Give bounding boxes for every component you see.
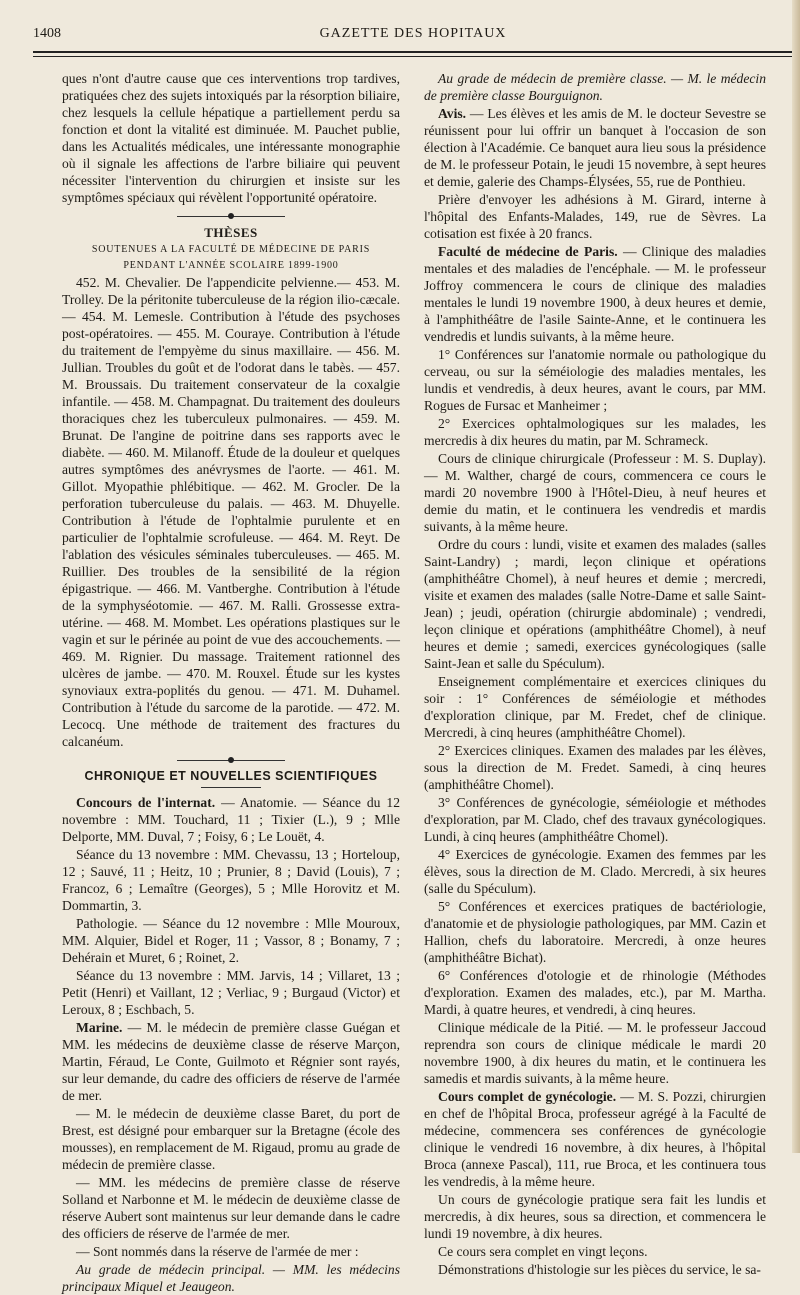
marine-heading: Marine. xyxy=(76,1020,123,1035)
avis-text: — Les élèves et les amis de M. le docteur Sevestre se réunissent pour lui offrir un banquet à l'occasion de son élection à l'Académie. Ce banquet aura lieu sous la présidence de M. le professeur Potain, le jeudi 15 novembre, à sept heures et demie, galerie des Champs-Élysées, 55, rue de Ponthieu. xyxy=(424,106,767,189)
page-edge xyxy=(792,0,800,1153)
marine-paragraph-5: Au grade de médecin principal. — MM. les médecins principaux Miquel et Jeaugeon. xyxy=(62,1262,400,1294)
theses-list: 452. M. Chevalier. De l'appendicite pelvienne.— 453. M. Trolley. De la péritonite tuberculeuse de la région ilio-cæcale. — 454. M. Lemesle. Contribution à l'étude des psychoses post-opératoires. — 455. M. Couraye. Contribution à l'étude du traitement de l'empyème du sinus maxillaire. — 456. M. Jullian. Troubles du goût et de l'odorat dans le tabès. — 457. M. Broussais. Du traitement conservateur de la coxalgie infantile. — 458. M. Champagnat. Du traitement des douleurs thoraciques chez les tuberculeux pulmonaires. — 459. M. Brunat. De l'angine de poitrine dans ses rapports avec le diabète. — 460. M. Milanoff. Étude de la douleur et quelques autres symptômes des anévrysmes de l'aorte. — 461. M. Gillot. Myopathie phlébitique. — 462. M. Grocler. De la perforation tuberculeuse du palais. — 463. M. Dhuyelle. Contribution à l'étude de l'ophtalmie purulente et en particulier de l'ophtalmie scrofuleuse. — 464. M. Reyt. De l'ablation des vésicules séminales tuberculeuses. — 465. M. Ruillier. Des troubles de la sensibilité de la région épigastrique. — 466. M. Vantberghe. Contribution à l'étude de la symphyséotomie. — 467. M. Ralli. Grossesse extra-utérine. — 468. M. Mombet. Les opérations plastiques sur le vagin et sur le périnée au point de vue des accouchements. — 469. M. Rignier. Du massage. Traitement rationnel des ulcères de jambe. — 470. M. Rouxel. Étude sur les kystes synoviaux extra-poplités du genou. — 471. M. Duhamel. Contribution à l'étude du sarcome de la parotide. — 472. M. Lecocq. Une méthode de traitement des fractures du calcanéum. xyxy=(62,275,400,749)
faculte-heading: Faculté de médecine de Paris. xyxy=(438,244,618,259)
ordre-du-cours: Ordre du cours : lundi, visite et examen des malades (salles Saint-Landry) ; mardi, leçon clinique et opérations (amphithéâtre Chomel), à neuf heures et demie ; mercredi, visite et examen des malades (salle Notre-Dame et salle Saint-Jean) ; jeudi, opération (chirurgie abdominale) ; vendredi, leçon clinique et opérations (amphithéâtre Chomel), à neuf heures et demie ; samedi, exercices gynécologiques (salle Saint-Jean et salle du Spéculum). xyxy=(424,537,766,671)
theses-title: THÈSES xyxy=(204,225,258,240)
publication-title: GAZETTE DES HOPITAUX xyxy=(319,26,507,41)
short-rule xyxy=(201,787,261,788)
seance-13-nov-b: Séance du 13 novembre : MM. Jarvis, 14 ; Villaret, 13 ; Petit (Henri) et Vaillant, 12 ; Verliac, 9 ; Burgaud (Victor) et Leroux, 8 ; Eschbach, 5. xyxy=(62,968,400,1017)
marine-paragraph-2: — M. le médecin de deuxième classe Baret, du port de Brest, est désigné pour embarquer sur la Bretagne (école des mousses), en remplacement de M. Rigaud, promu au grade de médecin de première classe. xyxy=(62,1106,400,1172)
seance-13-nov: Séance du 13 novembre : MM. Chevassu, 13 ; Horteloup, 12 ; Sauvé, 11 ; Heitz, 10 ; Prunier, 8 ; David (Louis), 7 ; Francoz, 6 ; Lemaître (Georges), 5 ; Mlle Horovitz et M. Dommartin, 3. xyxy=(62,847,400,913)
separator-ornament xyxy=(62,756,400,764)
enseignement-paragraph: Enseignement complémentaire et exercices cliniques du soir : 1° Conférences de séméiologie et méthodes d'exploration clinique, par M. Fredet, chef de clinique. Mercredi, à cinq heures (amphithéâtre Chomel). xyxy=(424,674,766,740)
conference-1: 1° Conférences sur l'anatomie normale ou pathologique du cerveau, ou sur la séméiologie des maladies mentales, les lundis et vendredis, à deux heures, avant le cours, par MM. Rogues de Fursac et Manheimer ; xyxy=(424,347,766,413)
avis-paragraph-2: Prière d'envoyer les adhésions à M. Girard, interne à l'hôpital des Enfants-Malades, 149, rue de Sèvres. La cotisation est fixée à 20 francs. xyxy=(424,192,766,241)
pathologie-paragraph: Pathologie. — Séance du 12 novembre : Mlle Mouroux, MM. Alquier, Bidel et Roger, 11 ; Vassor, 8 ; Bonamy, 7 ; Dehérain et Muret, 6 ; Roinet, 2. xyxy=(62,916,400,965)
exercice-3: 3° Conférences de gynécologie, séméiologie et méthodes d'exploration, par M. Clado, chef des travaux gynécologiques. Lundi, à cinq heures (amphithéâtre Chomel). xyxy=(424,795,766,844)
page-header xyxy=(33,26,793,46)
faculte-paragraph xyxy=(424,243,766,345)
left-column xyxy=(62,70,400,1294)
pitie-paragraph: Clinique médicale de la Pitié. — M. le professeur Jaccoud reprendra son cours de clinique médicale le mardi 20 novembre 1900, à dix heures du matin, et le continuera les samedis et mardis suivants, à la même heure. xyxy=(424,1020,766,1086)
marine-paragraph-4: — Sont nommés dans la réserve de l'armée de mer : xyxy=(76,1244,359,1259)
internat-text: — Anatomie. — Séance du 12 novembre : MM. Touchard, 11 ; Tixier (L.), 9 ; Mlle Delporte, MM. Duval, 7 ; Foisy, 6 ; Le Louët, 4. xyxy=(62,795,400,844)
separator-ornament xyxy=(62,212,400,220)
conference-2: 2° Exercices ophtalmologiques sur les malades, les mercredis à dix heures du matin, par M. Schrameck. xyxy=(424,416,766,448)
intro-paragraph: ques n'ont d'autre cause que ces interventions trop tardives, pratiquées chez des sujets intoxiqués par la résorption biliaire, chez lesquels la cellule hépatique a partiellement perdu sa fonction et dont la vitalité est diminuée. M. Pauchet publie, dans les Actualités médicales, une intéressante monographie où il signale les affections de l'arbre biliaire qui peuvent nécessiter l'intervention du chirurgien et insiste sur les symptômes spéciaux qui révèlent l'opportunité opératoire. xyxy=(62,71,400,205)
header-rule-thick xyxy=(33,51,793,53)
internat-heading: Concours de l'internat. xyxy=(76,795,216,810)
exercice-2: 2° Exercices cliniques. Examen des malades par les élèves, sous la direction de M. Fredet. Samedi, à cinq heures (amphithéâtre Chomel). xyxy=(424,743,766,792)
page-number: 1408 xyxy=(33,26,61,41)
gynecologie-paragraph-2: Un cours de gynécologie pratique sera fait les lundis et mercredis, à dix heures, sous sa direction, et commencera le lundi 19 novembre, à dix heures. xyxy=(424,1192,766,1241)
exercice-4: 4° Exercices de gynécologie. Examen des femmes par les élèves, sous la direction de M. Clado. Mercredi, à six heures (salle du Spéculum). xyxy=(424,847,766,896)
marine-paragraph xyxy=(62,1019,400,1104)
gynecologie-text: — M. S. Pozzi, chirurgien en chef de l'hôpital Broca, professeur agrégé à la Faculté de médecine, commencera ses conférences de gynécologie clinique le vendredi 16 novembre, à dix heures, à l'hôpital Broca (annexe Pascal), 111, rue Broca, et les continuera tous les vendredis, à la même heure. xyxy=(424,1089,766,1189)
gynecologie-paragraph-3: Ce cours sera complet en vingt leçons. xyxy=(438,1244,648,1259)
theses-year: PENDANT L'ANNÉE SCOLAIRE 1899-1900 xyxy=(123,260,339,271)
exercice-6: 6° Conférences d'otologie et de rhinologie (Méthodes d'exploration. Examen des malades, etc.), par M. Martha. Mardi, à quatre heures, et vendredi, à cinq heures. xyxy=(424,968,766,1017)
marine-paragraph-3: — MM. les médecins de première classe de réserve Solland et Narbonne et M. le médecin de deuxième classe de réserve Aubert sont maintenus sur leur demande dans le cadre des officiers de réserve de l'armée de mer. xyxy=(62,1175,400,1241)
right-column xyxy=(424,70,767,1277)
gynecologie-heading: Cours complet de gynécologie. xyxy=(438,1089,617,1104)
header-rule-thin xyxy=(33,56,793,57)
chronique-title: CHRONIQUE ET NOUVELLES SCIENTIFIQUES xyxy=(84,769,378,783)
exercice-5: 5° Conférences et exercices pratiques de bactériologie, d'anatomie et de physiologie pathologiques, par MM. Cazin et Hallion, chefs du laboratoire. Mercredi, à onze heures (amphithéâtre Bichat). xyxy=(424,899,766,965)
gynecologie-paragraph xyxy=(424,1088,766,1190)
theses-subtitle: SOUTENUES A LA FACULTÉ DE MÉDECINE DE PARIS xyxy=(91,244,371,255)
faculte-text: — Clinique des maladies mentales et des maladies de l'encéphale. — M. le professeur Joffroy commencera le cours de clinique des maladies mentales le lundi 19 novembre 1900, à deux heures et demie, à l'amphithéâtre de l'asile Sainte-Anne, et le continuera les vendredis et lundis suivants, à la même heure. xyxy=(424,244,766,344)
marine-text: — M. le médecin de première classe Guégan et MM. les médecins de deuxième classe de réserve Marçon, Martin, Féraud, Le Conte, Guilmoto et Régnier sont rayés, sur leur demande, du cadre des officiers de réserve de l'armée de mer. xyxy=(62,1020,400,1103)
cours-chirurgicale: Cours de clinique chirurgicale (Professeur : M. S. Duplay). — M. Walther, chargé de cours, commencera ce cours le mardi 20 novembre 1900 à l'Hôtel-Dieu, à neuf heures et demie du matin, et le continuera les vendredis et mardis suivants, à la même heure. xyxy=(424,451,766,534)
avis-paragraph xyxy=(424,105,766,190)
gynecologie-paragraph-4: Démonstrations d'histologie sur les pièces du service, le sa- xyxy=(438,1262,761,1277)
grade-paragraph: Au grade de médecin de première classe. — M. le médecin de première classe Bourguignon. xyxy=(424,71,766,103)
internat-paragraph xyxy=(62,794,400,845)
avis-heading: Avis. xyxy=(438,106,467,121)
